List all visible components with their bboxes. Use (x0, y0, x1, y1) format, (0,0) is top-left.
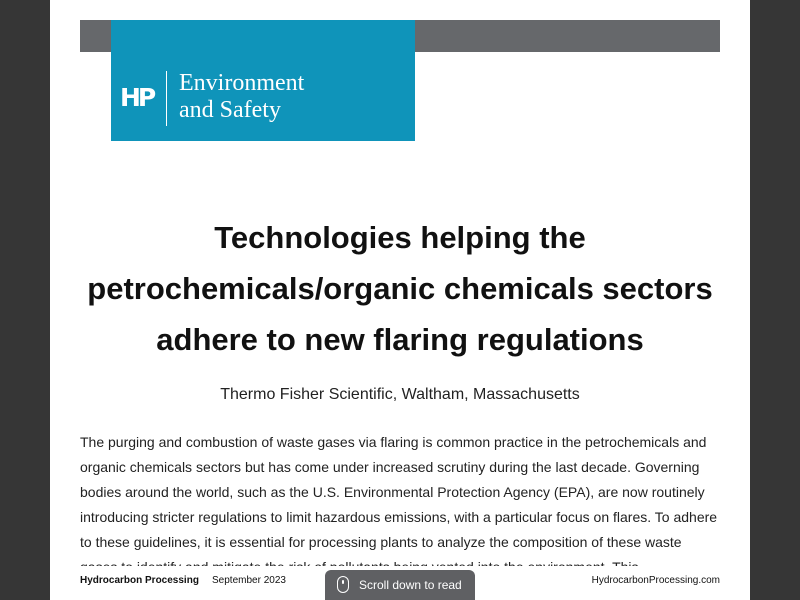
section-name-line1: Environment (179, 70, 305, 96)
section-name-line2: and Safety (179, 97, 281, 123)
article-title (70, 212, 730, 365)
article-byline: Thermo Fisher Scientific, Waltham, Massachusetts (220, 386, 580, 403)
section-logo (111, 20, 415, 141)
document-page (50, 0, 750, 600)
mouse-scroll-icon (337, 576, 349, 593)
title-line-3: adhere to new flaring regulations (156, 322, 644, 357)
scroll-hint-label: Scroll down to read (359, 578, 462, 592)
title-line-2: petrochemicals/organic chemicals sectors (87, 271, 713, 306)
scroll-down-hint[interactable] (325, 570, 475, 600)
footer-url[interactable]: HydrocarbonProcessing.com (591, 575, 720, 586)
article-body: The purging and combustion of waste gases via flaring is common practice in the petrochemicals and organic chemicals sectors but has come under increased scrutiny during the last decade. Governing bodies around the world, such as the U.S. Environmental Protection Agency (EPA), are now routinely introducing stricter regulations to limit hazardous emissions, with a particular focus on flares. To adhere to these guidelines, it is essential for processing plants to analyze the composition of these waste (80, 434, 718, 550)
hp-logo-mark: HP (120, 83, 154, 112)
footer-date: September 2023 (212, 575, 286, 586)
footer-publication: Hydrocarbon Processing (80, 575, 199, 586)
section-name (179, 70, 304, 124)
title-line-1: Technologies helping the (214, 220, 586, 255)
logo-divider (166, 71, 167, 126)
